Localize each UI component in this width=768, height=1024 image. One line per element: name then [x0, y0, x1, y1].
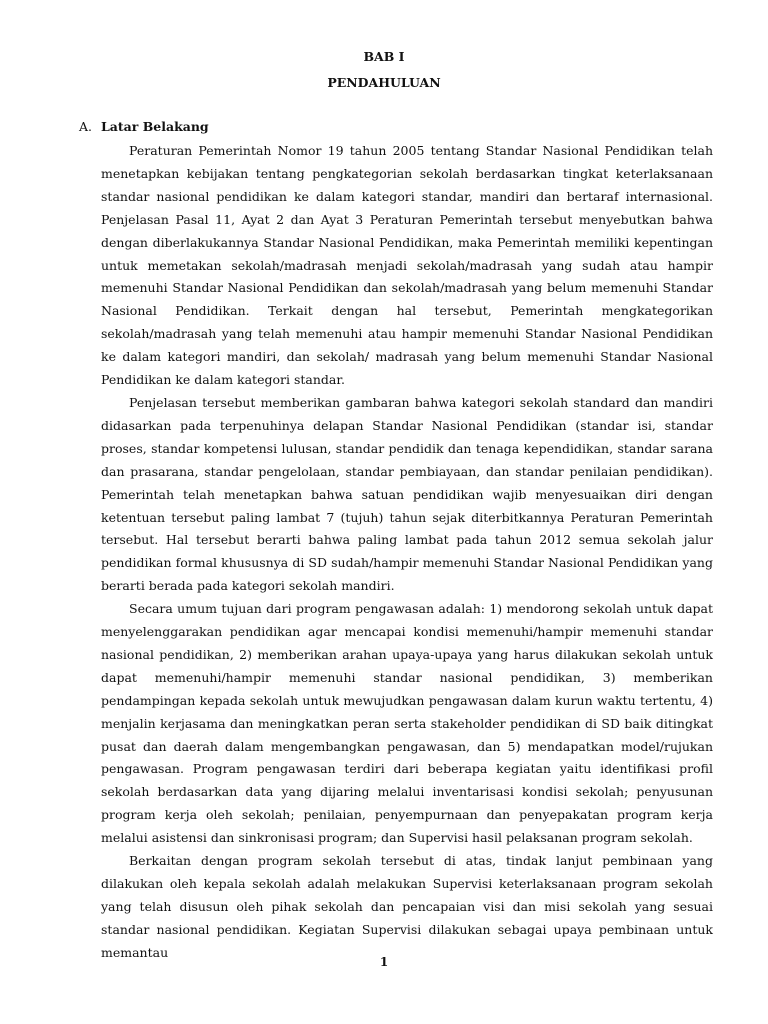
section-letter: A. — [79, 119, 93, 134]
page-number: 1 — [379, 955, 389, 969]
paragraph: Secara umum tujuan dari program pengawasan adalah: 1) mendorong sekolah untuk dapat menyelenggarakan pendidikan agar mencapai kondisi memenuhi/hampir memenuhi standar nasional pendidikan, 2) memberikan arahan upaya-upaya yang harus dilakukan sekolah untuk dapat memenuhi/hampir memenuhi standar nasional pendidikan, 3) memberikan pendampingan kepada sekolah untuk mewujudkan pengawasan dalam kurun waktu tertentu, 4) menjalin kerjasama dan meningkatkan peran serta stakeholder pendidikan di SD baik ditingkat pusat dan daerah dalam mengembangkan pengawasan, dan 5) mendapatkan model/rujukan pengawasan. Program pengawasan terdiri dari beberapa kegiatan yaitu identifikasi profil sekolah berdasarkan data yang dijaring melalui inventarisasi kondisi sekolah; penyusunan program kerja oleh sekolah; penilaian, penyempurnaan dan penyepakatan program kerja melalui asistensi dan sinkronisasi program; dan Supervisi hasil pelaksanan program sekolah. — [101, 601, 713, 846]
paragraph: Penjelasan tersebut memberikan gambaran bahwa kategori sekolah standard dan mandiri didasarkan pada terpenuhinya delapan Standar Nasional Pendidikan (standar isi, standar proses, standar kompetensi lulusan, standar pendidik dan tenaga kependidikan, standar sarana dan prasarana, standar pengelolaan, standar pembiayaan, dan standar penilaian pendidikan). Pemerintah telah menetapkan bahwa satuan pendidikan wajib menyesuaikan diri dengan ketentuan tersebut paling lambat 7 (tujuh) tahun sejak diterbitkannya Peraturan Pemerintah tersebut. Hal tersebut berarti bahwa paling lambat pada tahun 2012 semua sekolah jalur pendidikan formal khususnya di SD sudah/hampir memenuhi Standar Nasional Pendidikan yang berarti berada pada kategori sekolah mandiri. — [101, 394, 713, 594]
section-heading — [79, 119, 209, 134]
body-text — [101, 140, 713, 965]
chapter-title: PENDAHULUAN — [327, 75, 441, 90]
chapter-heading: BAB I — [363, 49, 405, 64]
paragraph: Peraturan Pemerintah Nomor 19 tahun 2005 tentang Standar Nasional Pendidikan telah menetapkan kebijakan tentang pengkategorian sekolah berdasarkan tingkat keterlaksanaan standar nasional pendidikan ke dalam kategori standar, mandiri dan bertaraf internasional. Penjelasan Pasal 11, Ayat 2 dan Ayat 3 Peraturan Pemerintah tersebut menyebutkan bahwa dengan diberlakukannya Standar Nasional Pendidikan, maka Pemerintah memiliki kepentingan untuk memetakan sekolah/madrasah menjadi sekolah/madrasah yang sudah atau hampir memenuhi Standar Nasional Pendidikan dan sekolah/madrasah yang belum memenuhi Standar Nasional Pendidikan. Terkait dengan hal tersebut, Pemerintah mengkategorikan sekolah/madrasah yang telah memenuhi atau hampir memenuhi Standar Nasional Pendidikan ke dalam kategori mandiri, dan sekolah/ madrasah yang belum memenuhi Standar Nasional Pendidikan ke dalam kategori standar. — [101, 143, 713, 388]
paragraph: Berkaitan dengan program sekolah tersebut di atas, tindak lanjut pembinaan yang dilakukan oleh kepala sekolah adalah melakukan Supervisi keterlaksanaan program sekolah yang telah disusun oleh pihak sekolah dan pencapaian visi dan misi sekolah yang sesuai standar nasional pendidikan. Kegiatan Supervisi dilakukan sebagai upaya pembinaan untuk memantau — [101, 853, 713, 960]
section-title: Latar Belakang — [101, 119, 209, 134]
